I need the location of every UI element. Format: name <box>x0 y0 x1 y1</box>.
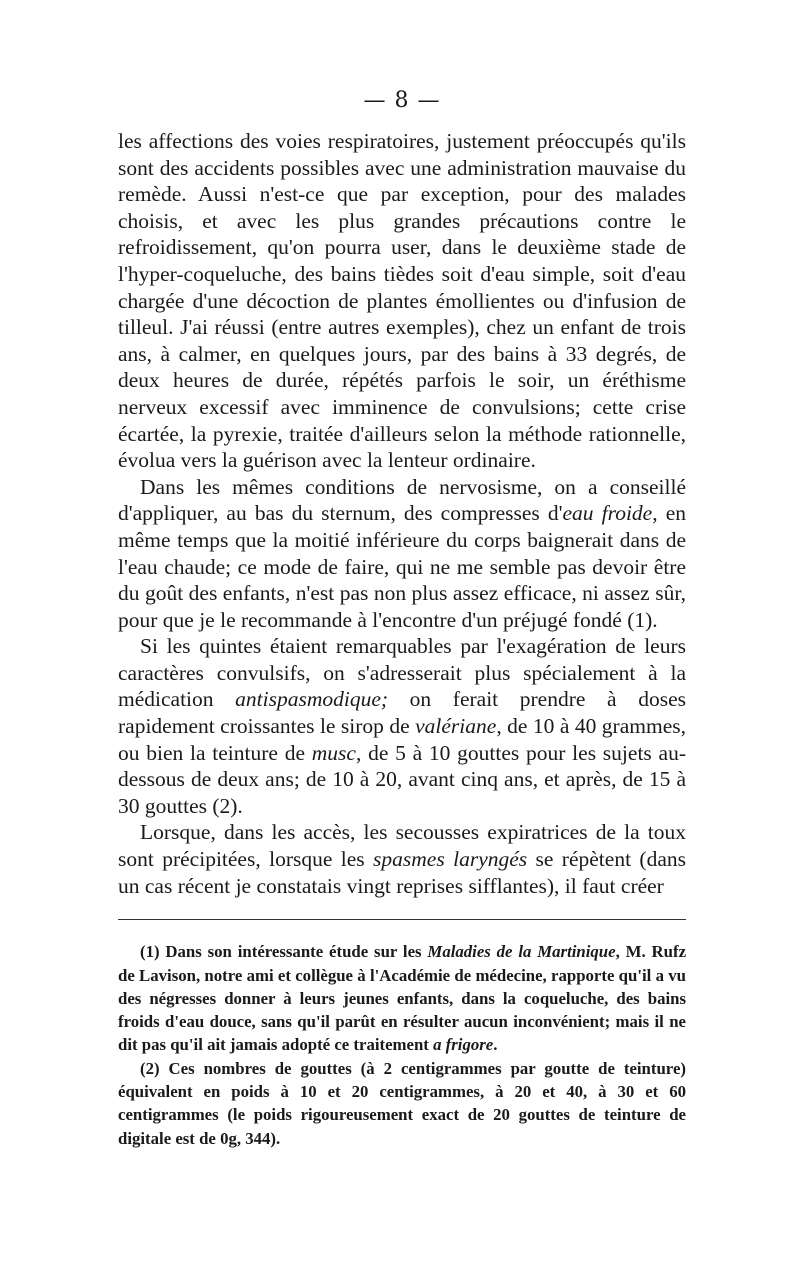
paragraph-text: , de 5 à 10 gouttes pour les sujets au-dessous de deux ans; de 10 à 20, avant cinq ans, et après, de 15 à 30 gouttes (2). <box>118 740 686 818</box>
paragraph-1 <box>118 128 686 474</box>
footnote-divider <box>118 919 686 920</box>
paragraph-text: Si les quintes étaient remarquables par l'exagération de leurs caractères convulsifs, on s'adresserait plus spécialement à la médication <box>118 634 686 712</box>
italic-term: valériane <box>415 714 497 739</box>
paragraph-4 <box>118 819 686 899</box>
footnote-2 <box>118 1057 686 1150</box>
paragraph-2 <box>118 474 686 634</box>
paragraph-text: se répètent (dans un cas récent je constatais vingt reprises sifflantes), il faut créer <box>118 847 686 898</box>
paragraph-text: on ferait prendre à doses rapidement croissantes le sirop de <box>118 687 686 739</box>
italic-term: musc <box>311 740 356 765</box>
italic-term: spasmes laryngés <box>373 847 528 872</box>
footnote-text: (2) Ces nombres de gouttes (à 2 centigrammes par goutte de teinture) équivalent en poids à 10 et 20 centigrammes, à 20 et 40, à 30 et 60 centigrammes (le poids rigoureusement exact de 20 gouttes de teinture de digitale est de 0g, 344). <box>118 1058 686 1148</box>
footnote-text: . <box>493 1035 498 1055</box>
italic-term: a frigore <box>433 1035 494 1055</box>
paragraph-text: les affections des voies respiratoires, justement préoccupés qu'ils sont des accidents possibles avec une administration mauvaise du remède. Aussi n'est-ce que par exception, pour des malades choisis, et avec les plus grandes précautions contre le refroidissement, qu'on pourra user, dans le deuxième stade de l'hyper-coqueluche, des bains tièdes soit d'eau simple, soit d'eau chargée d'une décoction de plantes émollientes ou d'infusion de tilleul. J'ai réussi (entre autres exemples), chez un enfant de trois ans, à calmer, en quelques jours, par des bains à 33 degrés, de deux heures de durée, répétés parfois le soir, un éréthisme nerveux excessif avec imminence de convulsions; cette crise écartée, la pyrexie, traitée d'ailleurs selon la méthode rationnelle, évolua vers la guérison avec la lenteur ordinaire. <box>118 129 686 473</box>
page-number: — 8 — <box>363 88 441 113</box>
footnote-text: , M. Rufz de Lavison, notre ami et collègue à l'Académie de médecine, rapporte qu'il a vu des négresses donner à leurs jeunes enfants, dans la coqueluche, des bains froids d'eau douce, sans qu'il parût en résulter aucun inconvénient; mais il ne dit pas qu'il ait jamais adopté ce traitement <box>118 942 687 1055</box>
paragraph-text: Dans les mêmes conditions de nervosisme, on a conseillé d'appliquer, au bas du sternum, des compresses d' <box>118 474 686 526</box>
paragraph-text: Lorsque, dans les accès, les secousses expiratrices de la toux sont précipitées, lorsque les <box>118 820 686 872</box>
paragraph-text: , de 10 à 40 grammes, ou bien la teinture de <box>118 714 686 765</box>
italic-term: antispasmodique; <box>235 687 389 712</box>
footnote-1 <box>118 940 686 1056</box>
paragraph-text: , en même temps que la moitié inférieure du corps baignerait dans de l'eau chaude; ce mode de faire, qui ne me semble pas devoir être du goût des enfants, n'est pas non plus assez efficace, ni assez sûr, pour que je le recommande à l'encontre d'un préjugé fondé (1). <box>118 501 686 632</box>
italic-term: Maladies de la Martinique <box>427 942 616 962</box>
paragraph-3 <box>118 633 686 819</box>
italic-term: eau froide <box>562 501 653 526</box>
footnote-text: (1) Dans son intéressante étude sur les <box>140 942 428 962</box>
book-page <box>118 86 686 1150</box>
body-text <box>118 128 686 899</box>
footnotes <box>118 940 686 1150</box>
